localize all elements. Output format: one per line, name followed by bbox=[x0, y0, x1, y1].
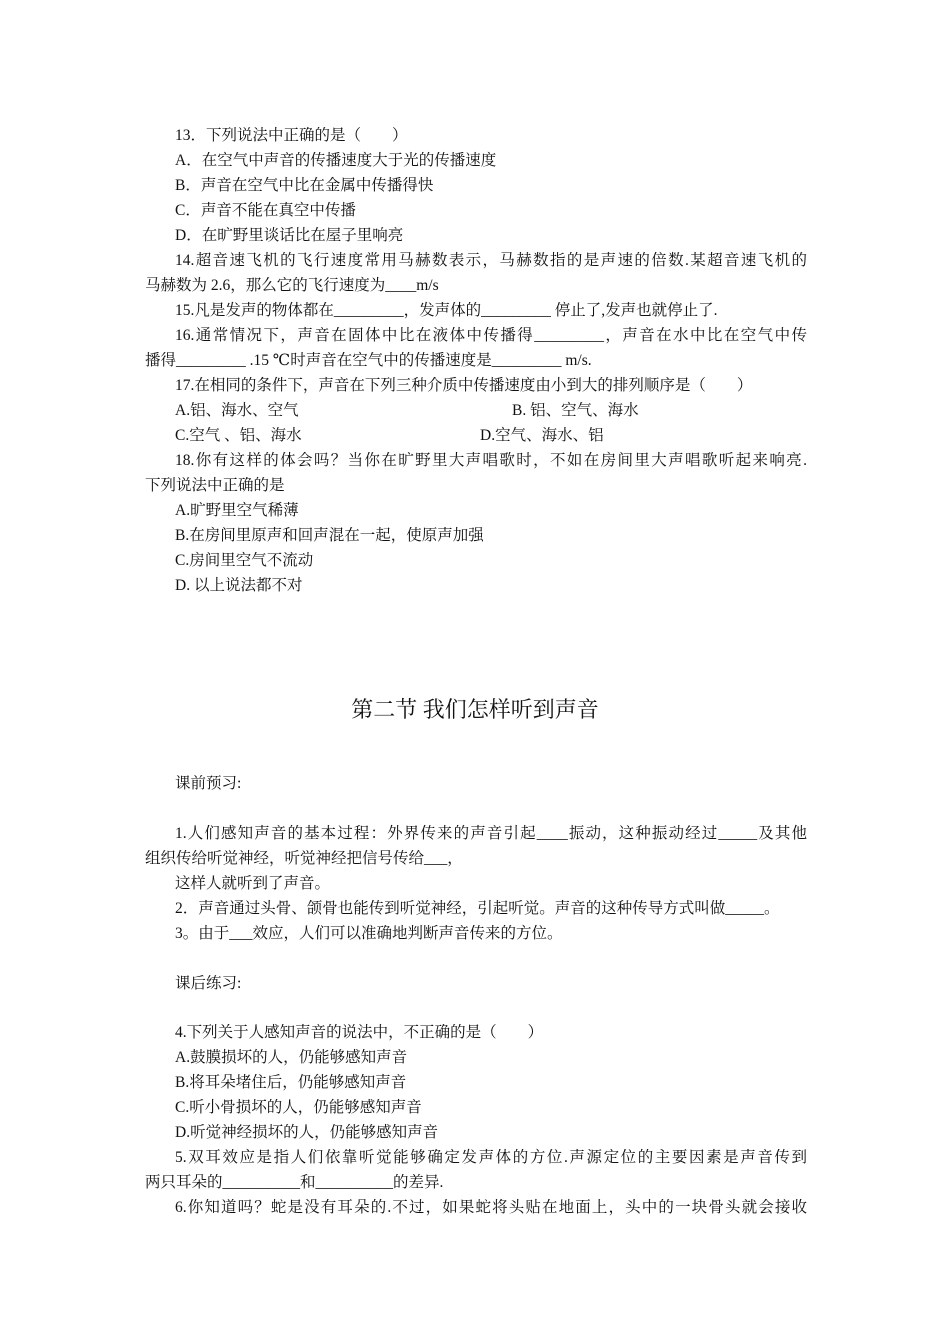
q18-line-2: 下列说法中正确的是 bbox=[145, 477, 285, 494]
q16-line-1: 16.通常情况下，声音在固体中比在液体中传播得_________，声音在水中比在空气中传 bbox=[175, 327, 807, 344]
q17-option-b: B. 铝、空气、海水 bbox=[512, 402, 639, 419]
section-title: 第二节 我们怎样听到声音 bbox=[351, 697, 599, 722]
q14-line-1: 14.超音速飞机的飞行速度常用马赫数表示，马赫数指的是声速的倍数.某超音速飞机的 bbox=[175, 252, 807, 269]
q4-option-b: B.将耳朵堵住后，仍能够感知声音 bbox=[175, 1074, 407, 1091]
q18-line-1: 18.你有这样的体会吗？当你在旷野里大声唱歌时，不如在房间里大声唱歌听起来响亮. bbox=[175, 452, 807, 469]
q4-option-a: A.鼓膜损坏的人，仍能够感知声音 bbox=[175, 1049, 408, 1066]
q13-option-c: C．声音不能在真空中传播 bbox=[175, 202, 356, 219]
q13-option-b: B．声音在空气中比在金属中传播得快 bbox=[175, 177, 434, 194]
q16-line-2: 播得_________ .15 ℃时声音在空气中的传播速度是_________ m/s. bbox=[145, 352, 592, 369]
q18-option-d: D. 以上说法都不对 bbox=[175, 577, 303, 594]
q17-stem: 17.在相同的条件下，声音在下列三种介质中传播速度由小到大的排列顺序是（ ） bbox=[175, 377, 753, 394]
preview-p1-line-2: 组织传给听觉神经，听觉神经把信号传给___， bbox=[145, 850, 463, 867]
q4-option-d: D.听觉神经损坏的人，仍能够感知声音 bbox=[175, 1124, 439, 1141]
q5-line-1: 5.双耳效应是指人们依靠听觉能够确定发声体的方位.声源定位的主要因素是声音传到 bbox=[175, 1149, 807, 1166]
q4-stem: 4.下列关于人感知声音的说法中，不正确的是（ ） bbox=[175, 1024, 544, 1041]
q17-option-a: A.铝、海水、空气 bbox=[175, 402, 299, 419]
q18-option-a: A.旷野里空气稀薄 bbox=[175, 502, 299, 519]
preview-p3: 3。由于___效应，人们可以准确地判断声音传来的方位。 bbox=[175, 925, 563, 942]
q4-option-c: C.听小骨损坏的人，仍能够感知声音 bbox=[175, 1099, 422, 1116]
q13-option-d: D．在旷野里谈话比在屋子里响亮 bbox=[175, 227, 404, 244]
q5-line-2: 两只耳朵的__________和__________的差异. bbox=[145, 1174, 444, 1191]
q15-line-1: 15.凡是发声的物体都在_________，发声体的_________ 停止了,发声也就停止了. bbox=[175, 302, 718, 319]
q13-option-a: A．在空气中声音的传播速度大于光的传播速度 bbox=[175, 152, 497, 169]
q6-line-1: 6.你知道吗？蛇是没有耳朵的.不过，如果蛇将头贴在地面上，头中的一块骨头就会接收 bbox=[175, 1199, 807, 1216]
q17-option-d: D.空气、海水、铝 bbox=[480, 427, 604, 444]
preview-p1-line-3: 这样人就听到了声音。 bbox=[175, 875, 331, 892]
preview-p2: 2．声音通过头骨、颌骨也能传到听觉神经，引起听觉。声音的这种传导方式叫做_____。 bbox=[175, 900, 780, 917]
q14-line-2: 马赫数为 2.6，那么它的飞行速度为____m/s bbox=[145, 277, 439, 294]
preview-heading: 课前预习: bbox=[175, 775, 242, 792]
q18-option-c: C.房间里空气不流动 bbox=[175, 552, 314, 569]
q13-stem: 13．下列说法中正确的是（ ） bbox=[175, 127, 408, 144]
practice-heading: 课后练习: bbox=[175, 975, 242, 992]
q18-option-b: B.在房间里原声和回声混在一起，使原声加强 bbox=[175, 527, 484, 544]
preview-p1-line-1: 1.人们感知声音的基本过程：外界传来的声音引起____振动，这种振动经过_____及其他 bbox=[175, 825, 807, 842]
q17-option-c: C.空气 、铝、海水 bbox=[175, 427, 302, 444]
